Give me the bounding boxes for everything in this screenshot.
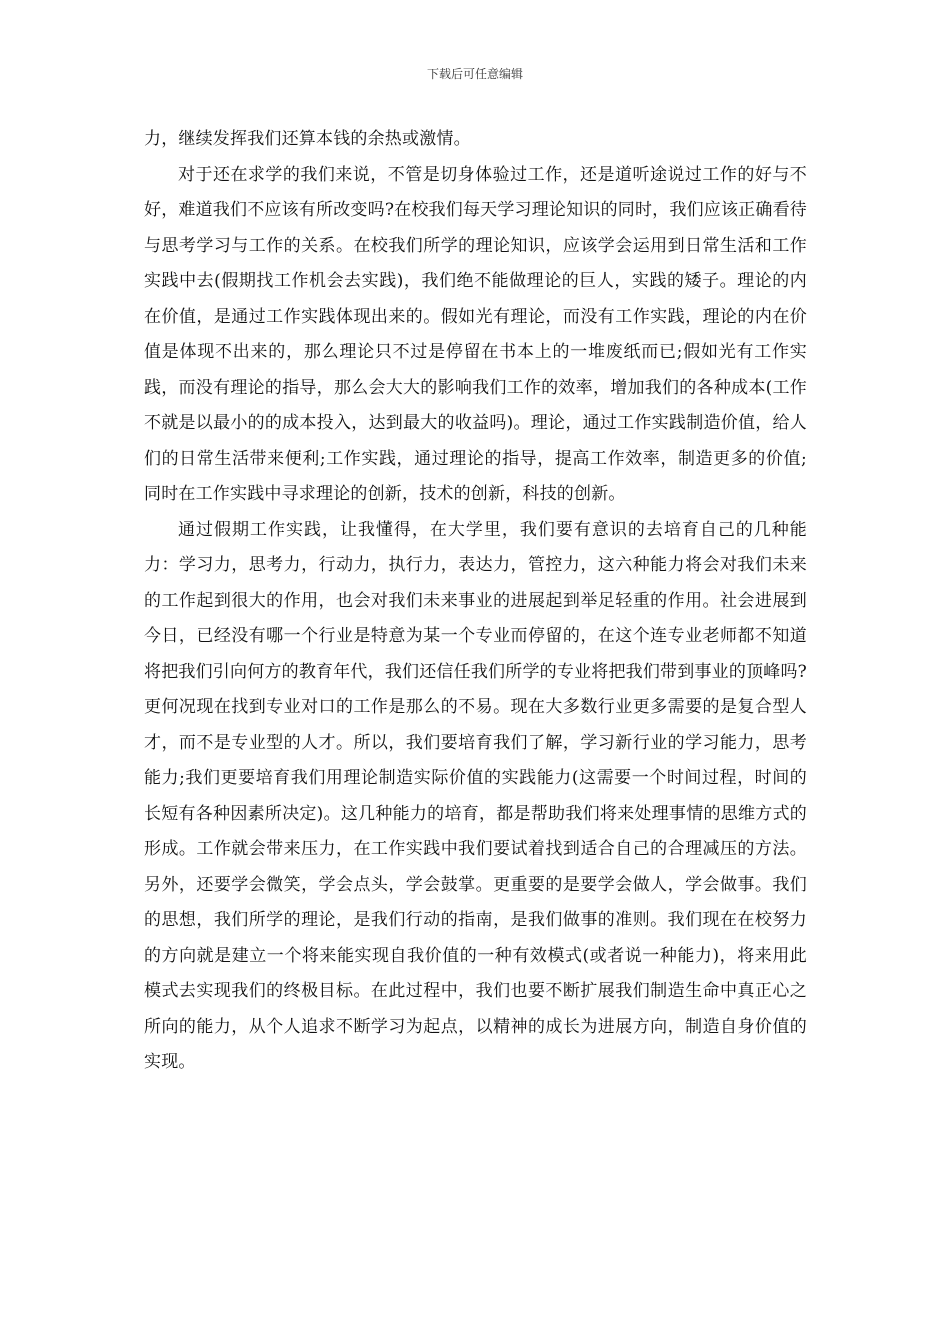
paragraph-abilities: 通过假期工作实践，让我懂得，在大学里，我们要有意识的去培育自己的几种能力：学习力，思考力，行动力，执行力，表达力，管控力，这六种能力将会对我们未来的工作起到很大的作用，也会对我们未来事业的进展起到举足轻重的作用。社会进展到今日，已经没有哪一个行业是特意为某一个专业而停留的，在这个连专业老师都不知道将把我们引向何方的教育年代，我们还信任我们所学的专业将把我们带到事业的顶峰吗?更何况现在找到专业对口的工作是那么的不易。现在大多数行业更多需要的是复合型人才，而不是专业型的人才。所以，我们要培育我们了解，学习新行业的学习能力，思考能力;我们更要培育我们用理论制造实际价值的实践能力(这需要一个时间过程，时间的长短有各种因素所决定)。这几种能力的培育，都是帮助我们将来处理事情的思维方式的形成。工作就会带来压力，在工作实践中我们要试着找到适合自己的合理减压的方法。另外，还要学会微笑，学会点头，学会鼓掌。更重要的是要学会做人，学会做事。我们的思想，我们所学的理论，是我们行动的指南，是我们做事的准则。我们现在在校努力的方向就是建立一个将来能实现自我价值的一种有效模式(或者说一种能力)，将来用此模式去实现我们的终极目标。在此过程中，我们也要不断扩展我们制造生命中真正心之所向的能力，从个人追求不断学习为起点，以精神的成长为进展方向，制造自身价值的实现。 <box>144 519 807 1072</box>
page-header: 下载后可任意编辑 <box>426 67 523 81</box>
paragraph-continuation: 力，继续发挥我们还算本钱的余热或激情。 <box>144 129 471 149</box>
paragraph-theory-and-practice: 对于还在求学的我们来说，不管是切身体验过工作，还是道听途说过工作的好与不好，难道我们不应该有所改变吗?在校我们每天学习理论知识的同时，我们应该正确看待与思考学习与工作的关系。在校我们所学的理论知识，应该学会运用到日常生活和工作实践中去(假期找工作机会去实践)，我们绝不能做理论的巨人，实践的矮子。理论的内在价值，是通过工作实践体现出来的。假如光有理论，而没有工作实践，理论的内在价值是体现不出来的，那么理论只不过是停留在书本上的一堆废纸而已;假如光有工作实践，而没有理论的指导，那么会大大的影响我们工作的效率，增加我们的各种成本(工作不就是以最小的的成本投入，达到最大的收益吗)。理论，通过工作实践制造价值，给人们的日常生活带来便利;工作实践，通过理论的指导，提高工作效率，制造更多的价值;同时在工作实践中寻求理论的创新，技术的创新，科技的创新。 <box>144 164 807 504</box>
document-body <box>144 122 807 1081</box>
